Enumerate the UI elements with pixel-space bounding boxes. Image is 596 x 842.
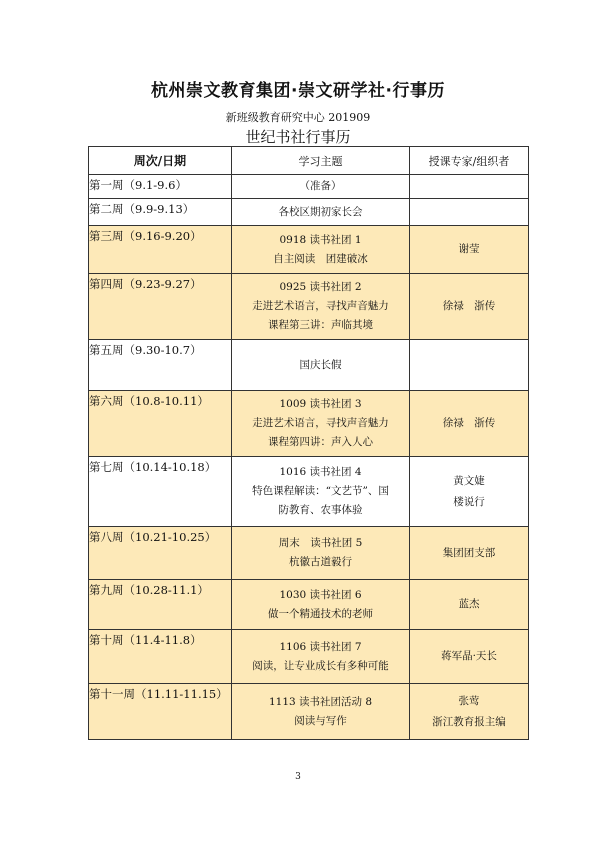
week-cell: 第八周（10.21-10.25）	[89, 527, 232, 580]
topic-line: 1113 读书社团活动 8	[268, 695, 373, 708]
week-cell: 第五周（9.30-10.7）	[89, 340, 232, 391]
topic-cell	[232, 175, 410, 199]
organizer-cell	[410, 340, 529, 391]
topic-line: 自主阅读 团建破冰	[273, 252, 368, 265]
topic-line: （准备）	[299, 180, 342, 192]
topic-cell	[232, 580, 410, 630]
header-week: 周次/日期	[89, 147, 232, 175]
table-row	[89, 630, 529, 684]
week-cell: 第九周（10.28-11.1）	[89, 580, 232, 630]
organizer-line: 谢莹	[458, 243, 480, 255]
organizer-line: 黄文婕	[453, 474, 485, 487]
topic-cell	[232, 340, 410, 391]
page-number: 3	[295, 772, 301, 782]
organizer-cell	[410, 630, 529, 684]
topic-cell	[232, 391, 410, 457]
week-cell: 第一周（9.1-9.6）	[89, 175, 232, 199]
organizer-line: 楼说行	[453, 495, 485, 508]
table-header-row	[89, 147, 529, 175]
organizer-line: 徐禄 浙传	[442, 417, 496, 429]
organizer-cell	[410, 391, 529, 457]
header-organizer: 授课专家/组织者	[410, 147, 529, 175]
table-row	[89, 457, 529, 527]
topic-cell	[232, 199, 410, 226]
organizer-cell	[410, 199, 529, 226]
topic-line: 走进艺术语言，寻找声音魅力	[252, 417, 389, 429]
topic-line: 1030 读书社团 6	[279, 588, 362, 601]
organizer-line: 浙江教育报主编	[432, 715, 506, 728]
organizer-cell	[410, 684, 529, 740]
table-row	[89, 580, 529, 630]
organizer-line: 张莺	[458, 694, 480, 707]
table-row	[89, 684, 529, 740]
topic-line: 特色课程解读：“文艺节”、国	[252, 485, 389, 497]
topic-line: 1106 读书社团 7	[279, 640, 362, 653]
organizer-cell	[410, 580, 529, 630]
organizer-cell	[410, 175, 529, 199]
table-row	[89, 199, 529, 226]
week-cell: 第三周（9.16-9.20）	[89, 226, 232, 274]
week-cell: 第二周（9.9-9.13）	[89, 199, 232, 226]
topic-line: 做一个精通技术的老师	[268, 607, 373, 620]
organizer-cell	[410, 226, 529, 274]
organizer-line: 蓝杰	[458, 598, 480, 610]
topic-cell	[232, 684, 410, 740]
table-row	[89, 175, 529, 199]
topic-line: 0918 读书社团 1	[279, 233, 362, 246]
week-cell: 第四周（9.23-9.27）	[89, 274, 232, 340]
topic-cell	[232, 527, 410, 580]
table-row	[89, 391, 529, 457]
document-subtitle: 新班级教育研究中心 201909	[225, 111, 371, 124]
table-row	[89, 226, 529, 274]
topic-cell	[232, 226, 410, 274]
topic-line: 阅读与写作	[294, 714, 347, 727]
topic-line: 1016 读书社团 4	[279, 466, 362, 478]
schedule-table	[88, 146, 529, 740]
topic-line: 课程第四讲：声入人心	[268, 436, 373, 448]
topic-line: 国庆长假	[299, 358, 342, 371]
week-cell: 第十一周（11.11-11.15）	[89, 684, 232, 740]
week-cell: 第七周（10.14-10.18）	[89, 457, 232, 527]
document-title: 杭州崇文教育集团·崇文研学社·行事历	[151, 81, 445, 101]
topic-cell	[232, 630, 410, 684]
table-body	[89, 175, 529, 740]
table-row	[89, 274, 529, 340]
table-row	[89, 340, 529, 391]
topic-line: 0925 读书社团 2	[279, 281, 362, 293]
topic-line: 各校区期初家长会	[278, 205, 363, 218]
organizer-cell	[410, 274, 529, 340]
topic-line: 课程第三讲：声临其境	[268, 319, 373, 331]
topic-line: 走进艺术语言，寻找声音魅力	[252, 300, 389, 312]
calendar-heading: 世纪书社行事历	[245, 128, 351, 146]
week-cell: 第十周（11.4-11.8）	[89, 630, 232, 684]
topic-line: 防教育、农事体验	[278, 504, 363, 516]
topic-line: 杭徽古道毅行	[289, 556, 352, 568]
header-topic: 学习主题	[232, 147, 410, 175]
organizer-line: 蒋军晶·天长	[441, 650, 497, 662]
topic-cell	[232, 457, 410, 527]
organizer-cell	[410, 527, 529, 580]
topic-line: 阅读，让专业成长有多种可能	[252, 659, 389, 672]
organizer-line: 集团团支部	[442, 546, 496, 559]
topic-line: 1009 读书社团 3	[279, 398, 362, 410]
organizer-cell	[410, 457, 529, 527]
week-cell: 第六周（10.8-10.11）	[89, 391, 232, 457]
table-row	[89, 527, 529, 580]
topic-line: 周末 读书社团 5	[278, 537, 363, 549]
topic-cell	[232, 274, 410, 340]
organizer-line: 徐禄 浙传	[442, 300, 496, 312]
